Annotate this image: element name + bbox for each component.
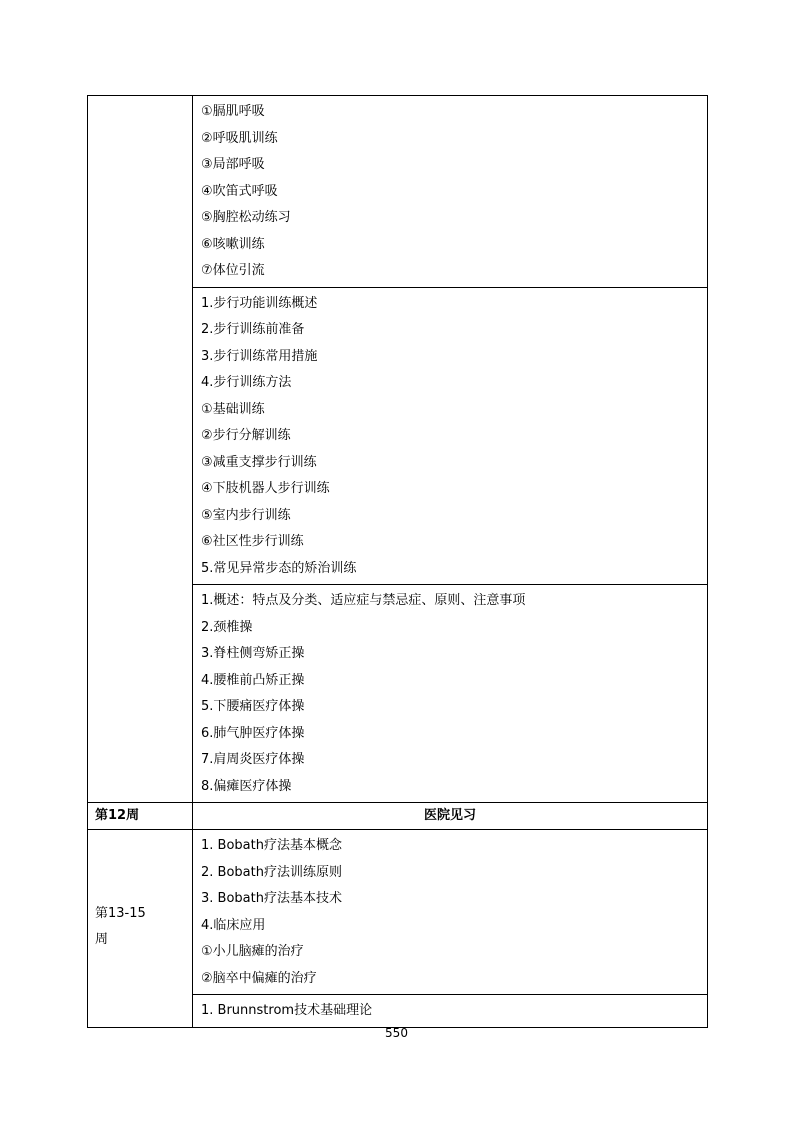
list-item: 4.临床应用	[201, 917, 266, 933]
list-item: 3.脊柱侧弯矫正操	[201, 646, 305, 661]
list-item: 4.步行训练方法	[201, 375, 292, 390]
list-item: 1. Bobath疗法基本概念	[201, 838, 342, 853]
week-12-label: 第12周	[95, 808, 140, 823]
list-item: ⑦体位引流	[201, 263, 265, 278]
table-row	[88, 96, 708, 288]
list-item: 2.步行训练前准备	[201, 322, 305, 337]
content-cell-bobath	[193, 830, 708, 995]
table-row	[88, 830, 708, 995]
content-cell-walking	[193, 287, 708, 585]
list-item: ④下肢机器人步行训练	[201, 481, 330, 496]
list-item: 2.颈椎操	[201, 619, 253, 635]
list-item: 5.下腰痛医疗体操	[201, 699, 305, 714]
content-cell-breathing	[193, 96, 708, 288]
week-cell-empty	[88, 96, 193, 803]
list-item: 3. Bobath疗法基本技术	[201, 891, 342, 906]
week-13-15-label-suffix: 周	[95, 932, 109, 947]
list-item: ②脑卒中偏瘫的治疗	[201, 970, 317, 986]
week-12-cell	[88, 803, 193, 830]
content-cell-brunnstrom	[193, 995, 708, 1028]
list-item: ③减重支撑步行训练	[201, 454, 317, 470]
list-item: ⑤胸腔松动练习	[201, 210, 291, 225]
week-13-15-label: 第13-15	[95, 906, 146, 921]
content-cell-exercise	[193, 585, 708, 803]
list-item: 5.常见异常步态的矫治训练	[201, 560, 357, 576]
list-item: ②呼吸肌训练	[201, 130, 278, 146]
list-item: 8.偏瘫医疗体操	[201, 778, 292, 794]
week-12-title-cell	[193, 803, 708, 830]
list-item: 1.概述：特点及分类、适应症与禁忌症、原则、注意事项	[201, 593, 526, 608]
list-item: ②步行分解训练	[201, 428, 291, 443]
table-row	[88, 803, 708, 830]
list-item: ⑥咳嗽训练	[201, 236, 265, 252]
list-item: ③局部呼吸	[201, 157, 265, 172]
list-item: 3.步行训练常用措施	[201, 348, 318, 364]
list-item: 6.肺气肿医疗体操	[201, 725, 305, 741]
list-item: 4.腰椎前凸矫正操	[201, 672, 305, 688]
list-item: ⑤室内步行训练	[201, 507, 291, 523]
list-item: ①小儿脑瘫的治疗	[201, 944, 304, 959]
list-item: 1.步行功能训练概述	[201, 295, 318, 311]
list-item: ④吹笛式呼吸	[201, 183, 278, 199]
list-item: 7.肩周炎医疗体操	[201, 752, 305, 767]
week-13-15-cell	[88, 830, 193, 1028]
list-item: ⑥社区性步行训练	[201, 534, 304, 549]
list-item: 1. Brunnstrom技术基础理论	[201, 1003, 373, 1018]
section-title: 医院见习	[423, 808, 476, 823]
course-schedule-table	[87, 95, 708, 1028]
page-number: 550	[385, 1026, 408, 1040]
list-item: ①膈肌呼吸	[201, 104, 265, 119]
list-item: ①基础训练	[201, 401, 265, 417]
list-item: 2. Bobath疗法训练原则	[201, 864, 342, 880]
